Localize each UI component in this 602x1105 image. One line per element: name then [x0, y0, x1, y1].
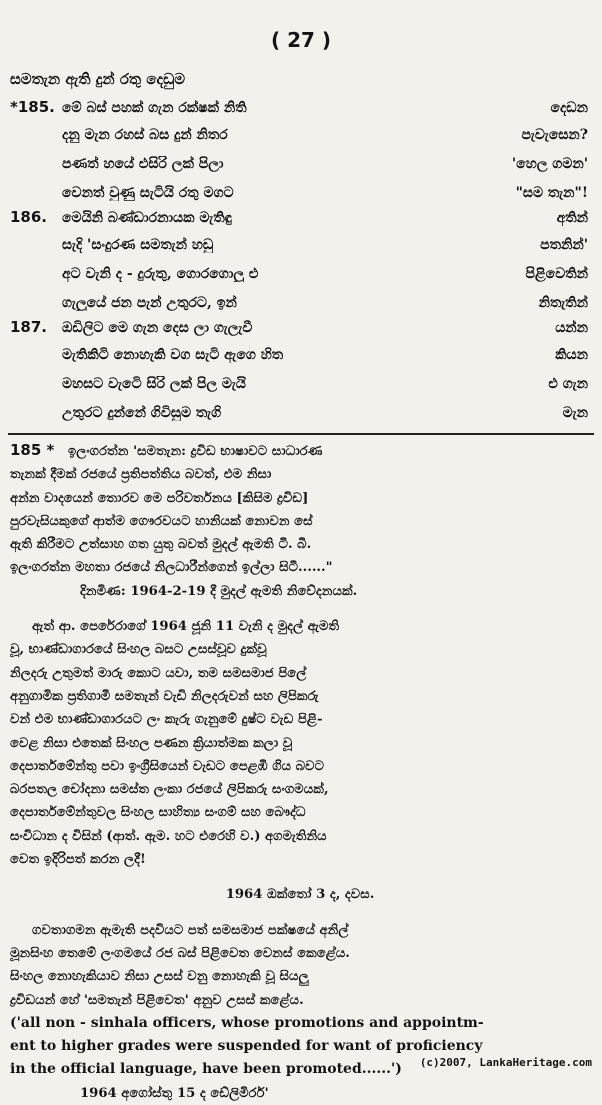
- verse-end-word: "සම තැන"!: [515, 185, 588, 201]
- verse-line: [10, 156, 588, 185]
- paragraph-line: පුරවැසියකුගේ ආත්ම ගෞරවයට හානියක් නොවන සේ: [10, 513, 313, 529]
- verse-number: *185.: [10, 98, 55, 116]
- verse-text: මහසට වැටෙි සිරි ලක් පිල මැයි: [62, 376, 246, 392]
- verse-end-word: එ ගැන: [548, 376, 588, 392]
- note-paragraph-2: [10, 615, 590, 871]
- verse-number: 187.: [10, 318, 48, 336]
- page-number: ( 27 ): [270, 28, 332, 52]
- verse-line: [10, 98, 588, 127]
- verse-end-word: පිළිවෙතින්: [525, 266, 588, 282]
- verse-end-word: පැවැසෙන?: [521, 127, 588, 143]
- verse-number: 186.: [10, 208, 48, 226]
- paragraph-line: දෙපාර්තමේන්තුවල සිංහල සාහිත්‍ය සංගම් සහ බෞද්ධ: [10, 805, 306, 821]
- verse-text: අට වැනි ද - දුරුතු, ගොරගොලු එ: [62, 266, 259, 282]
- verse-end-word: පතනින්': [540, 237, 588, 253]
- paragraph-line: මූනසිංහ තෙමේ ලංගමයේ රජ බස් පිළිවෙත වෙනස් කෙළේය.: [10, 945, 350, 961]
- section-divider: [8, 433, 594, 435]
- verse-line: [10, 318, 588, 347]
- paragraph-line: තැනක් දීමක් රජයේ ප්‍රතිපත්තිය බවත්, එම නිසා: [10, 467, 272, 483]
- paragraph-line: ඉලංගරත්න මහතා රජයේ නිලධාරීන්ගෙන් ඉල්ලා සිටී......": [10, 560, 333, 576]
- paragraph-line: සංවිධාන ද විසින් (ආත්. ඇම. හට එරෙහි ව.) අගමැතිනිය: [10, 828, 327, 844]
- verse-line: [10, 405, 588, 434]
- verse-187: [10, 318, 588, 434]
- verse-end-word: යන්න: [555, 320, 588, 336]
- verse-line: [10, 127, 588, 156]
- note-paragraph-1-cont: [10, 463, 590, 603]
- verse-text: මැතිකිටි නොහැකි වග සැටි ඇගෙ හිත: [62, 347, 284, 363]
- verse-line: [10, 208, 588, 237]
- verse-text: මේ බස් පහක් ගැන රක්ෂක් නිති: [62, 100, 247, 116]
- paragraph-line: ගවතාගමන ඇමැති පදවියට පත් සමසමාජ පක්ෂයේ අනිල්: [32, 922, 349, 938]
- footnotes: [10, 440, 590, 1105]
- paragraph-line: නිලදරු උතුමත් මාරු කොට යවා, තම සමසමාජ පිලේ: [10, 665, 307, 681]
- verse-end-word: නිතැතින්: [538, 295, 588, 311]
- paragraph-line: වන් එම භාණ්ඩාගාරයට ලං කැරු ගැනුමේ දුෂ්ට වැඩ පිළි-: [10, 712, 323, 728]
- source-citation: දිනමිණ: 1964-2-19 දී මුදල් ඇමති නිවේදනයක්.: [80, 583, 358, 599]
- paragraph-line: අන්න වාදයෙන් තොරව මෙ පරිවර්තනය [කිසිම ද්‍රවිඩ]: [10, 490, 309, 506]
- verse-end-word: දෙඩන: [550, 100, 588, 116]
- note-date: [10, 883, 590, 906]
- paragraph-line: බරපතල චෝදනා සමස්ත ලංකා රජයේ ලිපිකරු සංගමයක්,: [10, 782, 329, 798]
- verse-end-word: 'හෙල ගමන': [511, 156, 588, 172]
- english-quote-line: ('all non - sinhala officers, whose promotions and appointm-: [10, 1014, 484, 1031]
- page-title: සමතැන ඇති දුන් රතු දෙඩුම: [10, 70, 186, 88]
- note-paragraph-1: [68, 440, 323, 463]
- verse-text: ගැලුයේ ජන පැන් උතුරට, ඉන්: [62, 295, 237, 311]
- verse-line: [10, 266, 588, 295]
- note-paragraph-3: [10, 919, 590, 1105]
- verse-text: පණත් හයේ එසිරි ලක් පිලා: [62, 156, 224, 172]
- paragraph-line: වූ, භාණ්ඩාගාරයේ සිංහල බසට උසස්වූව දුක්වූ: [10, 642, 267, 658]
- verse-text: උතුරට දුන්නේ ගිවිසුම තැගි: [62, 405, 222, 421]
- date-line: 1964 ඔක්තෝ 3 ද, දවස.: [225, 887, 375, 903]
- verse-end-word: මැන: [562, 405, 588, 421]
- paragraph-line: අනුගාමික ප්‍රතිගාමී සමතැන් වැඩි නිලදරුවන් සහ ලිපිකරු: [10, 688, 319, 704]
- english-quote-line: ent to higher grades were suspended for want of proficiency: [10, 1038, 483, 1055]
- verse-186: [10, 208, 588, 324]
- paragraph-line: දෙපාර්තමේන්තු පවා ඉංග්‍රීසියෙන් වැඩට පෙළඹී ගිය බවට: [10, 758, 325, 774]
- verse-end-word: කියන: [555, 347, 588, 363]
- paragraph-line: ඉලංගරත්න 'සමතැන: ද්‍රවිඩ භාෂාවට සාධාරණ: [68, 444, 323, 459]
- note-number: 185 *: [10, 441, 55, 459]
- paragraph-line: ඇති කිරීමට උත්සාහ ගත යුතු බවත් මුදල් ඇමති ටී. බී.: [10, 537, 312, 553]
- verse-text: ඔඩිලිට මෙ ගැන දෙස ලා ගැලැවී: [62, 320, 253, 336]
- paragraph-line: වෙළ නිසා එතෙක් සිංහල පණන ක්‍රියාත්මක කලා වූ: [10, 735, 293, 751]
- source-citation: 1964 අගෝස්තු 15 ද ඩේලිමිරර්': [80, 1085, 269, 1101]
- paragraph-line: සිංහල නොහැකියාව නිසා උසස් වනු නොහැකි වූ සියලු: [10, 969, 309, 985]
- verse-text: වෙනත් වුණු සැටියි රතු මගට: [62, 185, 234, 201]
- verse-end-word: අතින්: [556, 210, 588, 226]
- copyright-credit: (c)2007, LankaHeritage.com: [419, 1056, 592, 1069]
- verse-text: සැදි 'සංදුරණ සමතැන් හඩු: [62, 237, 214, 253]
- paragraph-line: ඇත් ආ. පෙරේරාගේ 1964 ජූනි 11 වැනි ද මුදල් ඇමති: [32, 619, 340, 635]
- verse-185: [10, 98, 588, 214]
- verse-text: දනු මැන රහස් බස දුන් නිතර: [62, 127, 228, 143]
- paragraph-line: ද්‍රවිඩයන් හේ 'සමතැන් පිළිවෙත' අනුව උසස් කළේය.: [10, 992, 304, 1008]
- english-quote-line: in the official language, have been promoted......'): [10, 1061, 402, 1078]
- verse-line: [10, 237, 588, 266]
- verse-line: [10, 376, 588, 405]
- verse-line: [10, 347, 588, 376]
- note-185: [10, 440, 590, 463]
- paragraph-line: වෙත ඉදිරිපත් කරන ලදී!: [10, 852, 146, 868]
- verse-text: මෙයිනි බණ්ඩාරනායක මැතිඳු: [62, 210, 232, 226]
